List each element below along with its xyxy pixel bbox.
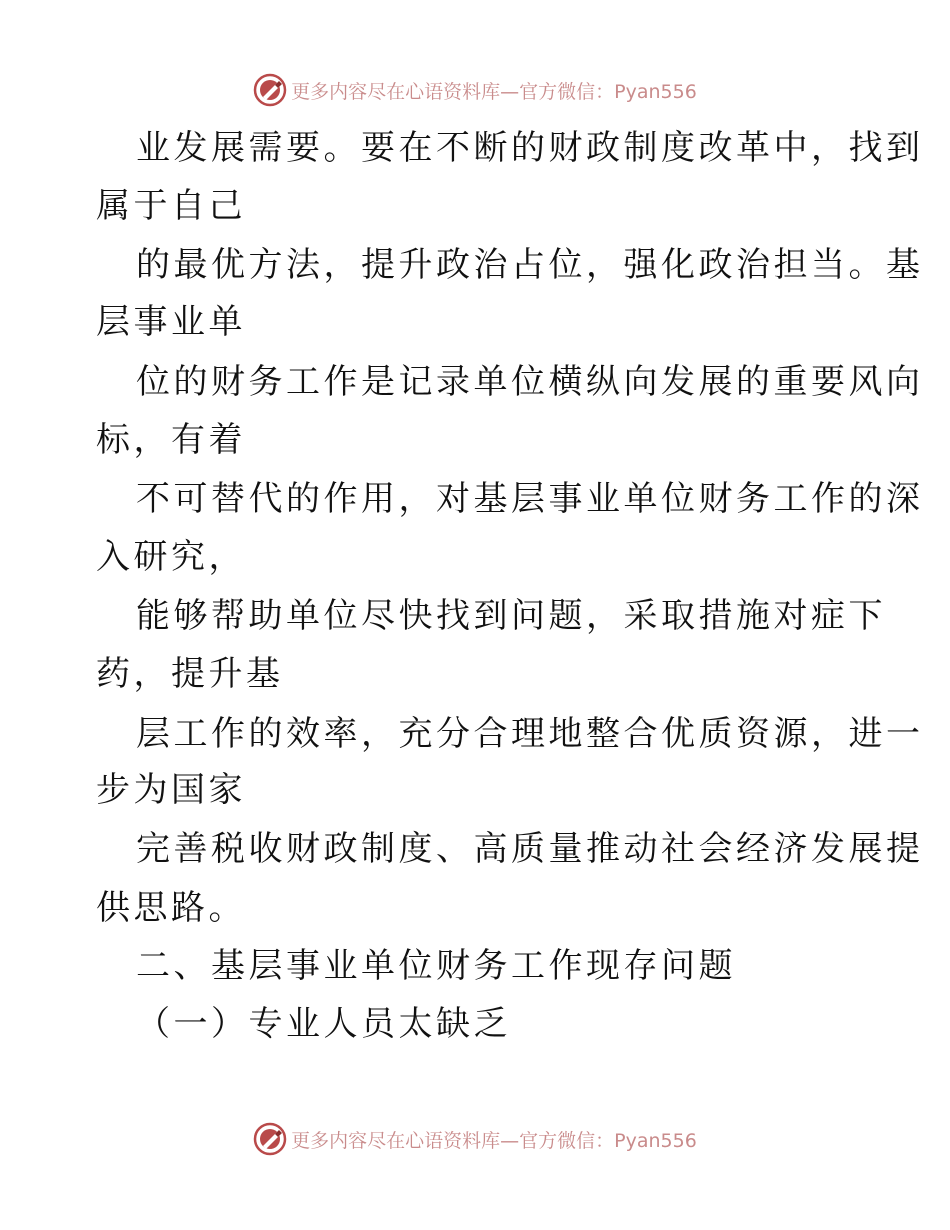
body-line: 位的财务工作是记录单位横纵向发展的重要风向 <box>136 362 924 402</box>
pen-logo-icon <box>253 1122 287 1156</box>
body-line: 层事业单 <box>96 302 246 342</box>
body-line: 完善税收财政制度、高质量推动社会经济发展提 <box>136 829 924 869</box>
section-heading: 二、基层事业单位财务工作现存问题 <box>136 946 736 986</box>
pen-logo-icon <box>253 73 287 107</box>
body-line: 属于自己 <box>96 186 246 226</box>
body-line: 的最优方法，提升政治占位，强化政治担当。基 <box>136 245 924 285</box>
subsection-heading: （一）专业人员太缺乏 <box>136 1004 511 1044</box>
body-line: 层工作的效率，充分合理地整合优质资源，进一 <box>136 714 924 754</box>
header-banner <box>0 70 950 110</box>
body-line: 药，提升基 <box>96 654 284 694</box>
footer-banner-text: 更多内容尽在心语资料库—官方微信：Pyan556 <box>291 1129 697 1152</box>
body-line: 标，有着 <box>96 420 246 460</box>
header-banner-text: 更多内容尽在心语资料库—官方微信：Pyan556 <box>291 80 697 103</box>
footer-banner <box>0 1119 950 1159</box>
body-line: 业发展需要。要在不断的财政制度改革中，找到 <box>136 128 924 168</box>
body-line: 能够帮助单位尽快找到问题，采取措施对症下 <box>136 596 886 636</box>
body-line: 供思路。 <box>96 888 246 928</box>
body-line: 不可替代的作用，对基层事业单位财务工作的深 <box>136 479 924 519</box>
body-line: 入研究， <box>96 537 246 577</box>
body-line: 步为国家 <box>96 770 246 810</box>
